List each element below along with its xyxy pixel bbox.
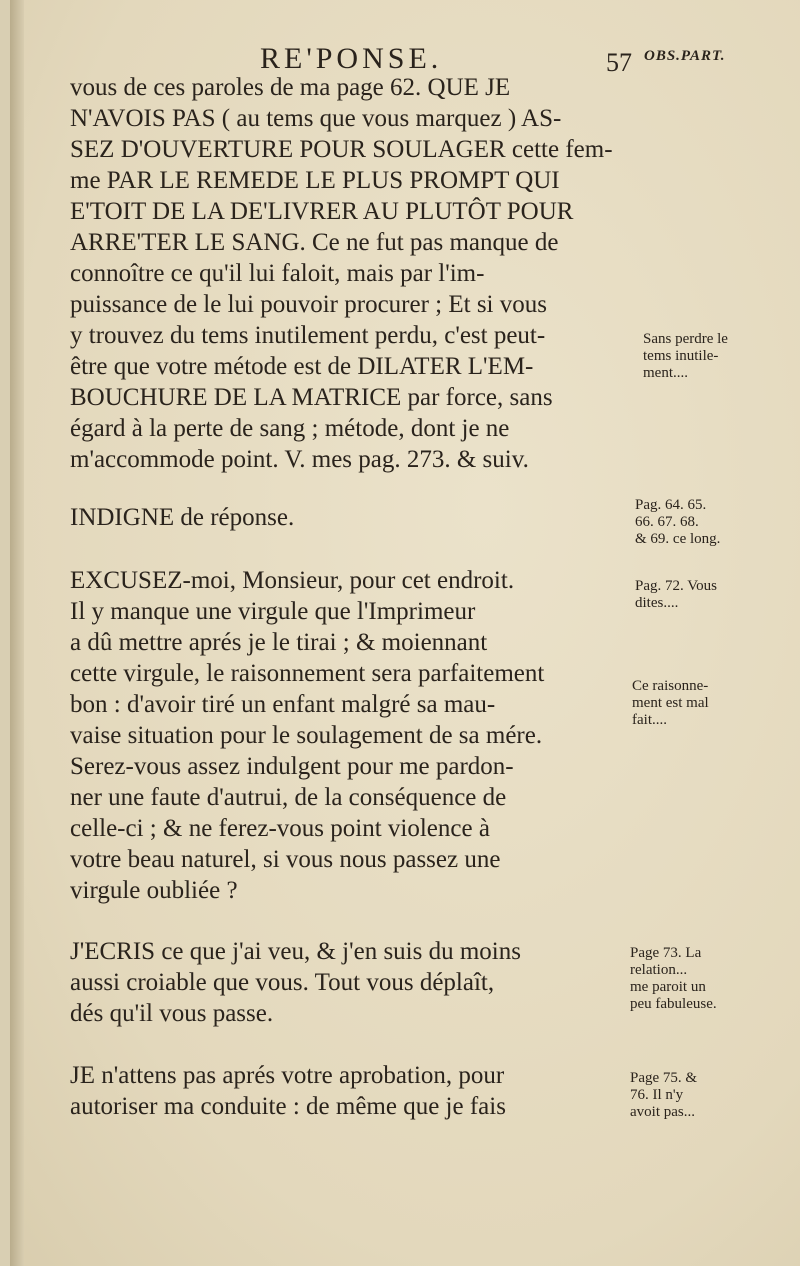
text-line: JE n'attens pas aprés votre aprobation, pour [70,1062,505,1089]
margin-note-line: tems inutile- [643,348,719,364]
margin-note-line: peu fabuleuse. [630,996,717,1012]
text-line: ner une faute d'autrui, de la conséquence de [70,784,507,811]
paragraph-ecris [70,936,640,1029]
text-line: SEZ D'OUVERTURE POUR SOULAGER cette fem- [70,136,613,163]
margin-note-line: Ce raisonne- [632,678,709,694]
page-number: 57 [606,48,632,77]
margin-note-line: Pag. 64. 65. [635,497,707,513]
text-line: INDIGNE de réponse. [70,504,295,531]
running-title: RE'PONSE. [260,42,443,75]
text-line: m'accommode point. V. mes pag. 273. & suiv. [70,446,529,473]
text-line: virgule oubliée ? [70,877,238,904]
text-line: BOUCHURE DE LA MATRICE par force, sans [70,384,553,411]
margin-note-line: dites.... [635,595,679,611]
text-line: autoriser ma conduite : de même que je fais [70,1093,506,1120]
text-line: Il y manque une virgule que l'Imprimeur [70,598,476,625]
text-line: E'TOIT DE LA DE'LIVRER AU PLUTÔT POUR [70,198,574,225]
margin-note [630,1070,800,1121]
text-line: J'ECRIS ce que j'ai veu, & j'en suis du moins [70,938,521,965]
margin-note-line: me paroit un [630,979,706,995]
text-line: ARRE'TER LE SANG. Ce ne fut pas manque de [70,229,559,256]
margin-note-line: & 69. ce long. [635,531,721,547]
text-line: celle-ci ; & ne ferez-vous point violence à [70,815,490,842]
paragraph-indigne [70,502,640,533]
text-line: votre beau naturel, si vous nous passez une [70,846,501,873]
running-section-label: OBS.PART. [644,48,726,64]
margin-note-line: Pag. 72. Vous [635,578,717,594]
margin-note [630,945,800,1013]
text-line: dés qu'il vous passe. [70,1000,274,1027]
margin-note-line: Sans perdre le [643,331,728,347]
text-line: connoître ce qu'il lui faloit, mais par l'im- [70,260,485,287]
margin-note-line: relation... [630,962,688,978]
text-line: égard à la perte de sang ; métode, dont je ne [70,415,510,442]
margin-note-line: Page 75. & [630,1070,698,1086]
text-line: vaise situation pour le soulagement de sa mére. [70,722,543,749]
text-line: bon : d'avoir tiré un enfant malgré sa mau- [70,691,496,718]
paragraph-continuation [70,72,640,475]
text-line: être que votre métode est de DILATER L'EM- [70,353,534,380]
margin-note-line: ment.... [643,365,688,381]
text-line: y trouvez du tems inutilement perdu, c'est peut- [70,322,546,349]
text-line: N'AVOIS PAS ( au tems que vous marquez ) AS- [70,105,562,132]
paragraph-excusez [70,565,640,906]
text-line: cette virgule, le raisonnement sera parfaitement [70,660,545,687]
paragraph-attens [70,1060,640,1122]
book-page [10,0,800,1266]
margin-note-line: avoit pas... [630,1104,695,1120]
margin-note [635,578,800,612]
margin-note [635,497,800,548]
text-line: EXCUSEZ-moi, Monsieur, pour cet endroit. [70,567,515,594]
text-line: vous de ces paroles de ma page 62. QUE JE [70,74,511,101]
margin-note-line: ment est mal [632,695,709,711]
text-line: Serez-vous assez indulgent pour me pardon- [70,753,514,780]
margin-note-line: 66. 67. 68. [635,514,699,530]
page-gutter [10,0,24,1266]
text-line: puissance de le lui pouvoir procurer ; Et si vous [70,291,547,318]
margin-note [643,331,800,382]
text-line: aussi croiable que vous. Tout vous déplaît, [70,969,495,996]
text-line: me PAR LE REMEDE LE PLUS PROMPT QUI [70,167,560,194]
margin-note [632,678,800,729]
text-line: a dû mettre aprés je le tirai ; & moiennant [70,629,488,656]
margin-note-line: 76. Il n'y [630,1087,684,1103]
margin-note-line: Page 73. La [630,945,702,961]
margin-note-line: fait.... [632,712,667,728]
